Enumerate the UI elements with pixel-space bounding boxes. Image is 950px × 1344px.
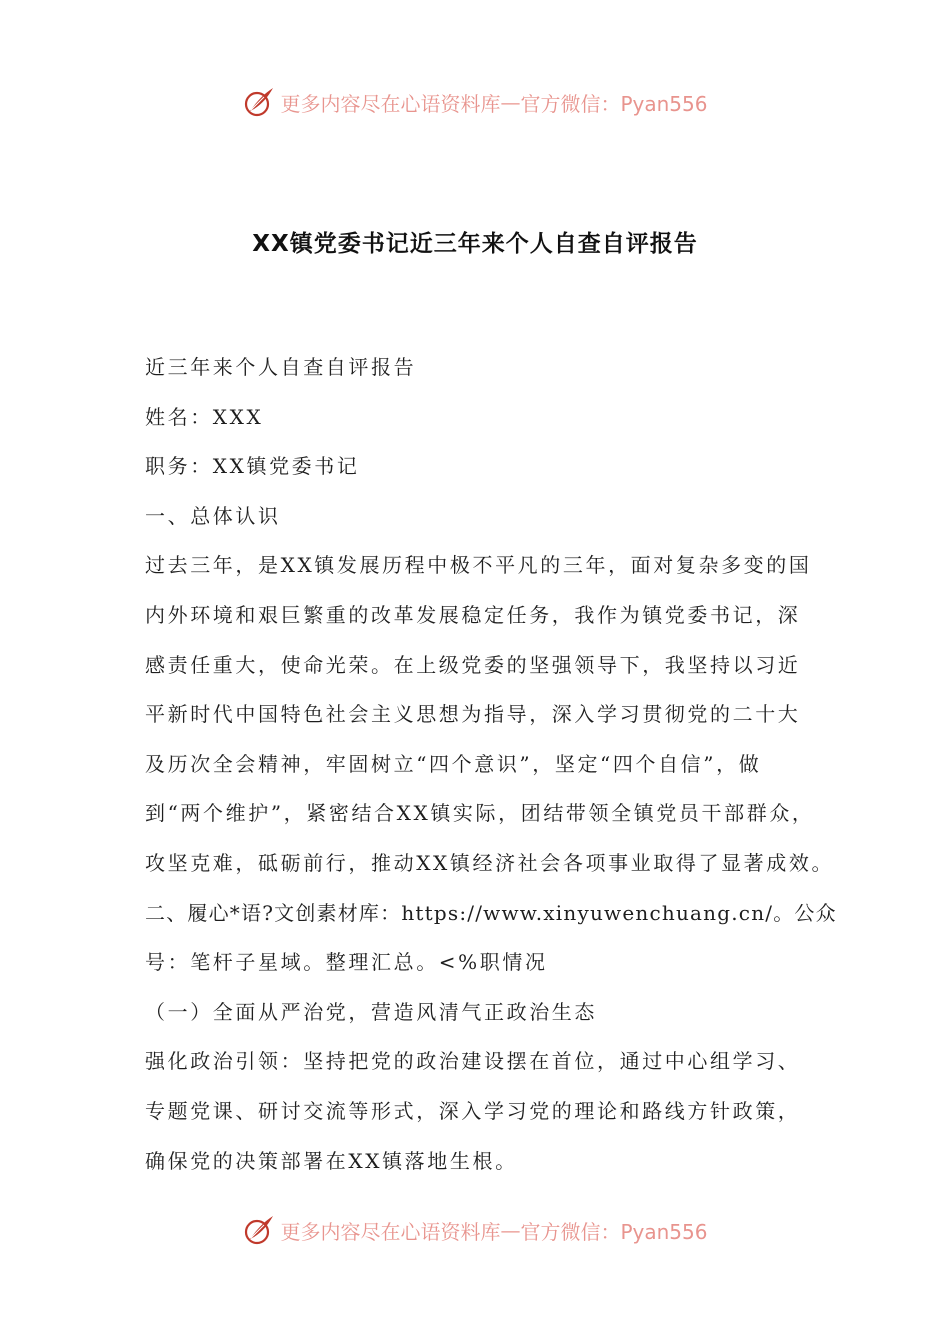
document-body — [145, 347, 837, 1190]
body-line: 攻坚克难，砥砺前行，推动XX镇经济社会各项事业取得了显著成效。 — [145, 850, 835, 875]
watermark-wechat: 官方微信：Pyan556 — [520, 91, 708, 116]
header-watermark — [0, 80, 950, 124]
body-line: 职务：XX镇党委书记 — [145, 454, 360, 479]
body-line: 近三年来个人自查自评报告 — [145, 355, 417, 379]
body-line: 姓名：XXX — [145, 404, 264, 429]
subsection-heading: （一）全面从严治党，营造风清气正政治生态 — [145, 999, 597, 1024]
watermark-text: 更多内容尽在心语资料库 — [280, 91, 501, 116]
body-line: 号：笔杆子星域。整理汇总。<%职情况 — [145, 950, 548, 975]
body-line: 强化政治引领：坚持把党的政治建设摆在首位，通过中心组学习、 — [145, 1049, 801, 1074]
body-line: 感责任重大，使命光荣。在上级党委的坚强领导下，我坚持以习近 — [145, 652, 801, 677]
feather-pen-circle-icon — [242, 1213, 276, 1247]
body-line: 内外环境和艰巨繁重的改革发展稳定任务，我作为镇党委书记，深 — [145, 602, 801, 627]
feather-pen-circle-icon — [242, 85, 276, 119]
watermark-wechat: 官方微信：Pyan556 — [520, 1219, 708, 1244]
body-line: 到“两个维护”，紧密结合XX镇实际，团结带领全镇党员干部群众， — [145, 801, 815, 826]
document-title: XX镇党委书记近三年来个人自查自评报告 — [252, 231, 698, 257]
watermark-text: 更多内容尽在心语资料库 — [280, 1219, 501, 1244]
body-line: 过去三年，是XX镇发展历程中极不平凡的三年，面对复杂多变的国 — [145, 553, 812, 578]
body-line: 专题党课、研讨交流等形式，深入学习党的理论和路线方针政策， — [145, 1098, 801, 1123]
footer-watermark — [0, 1208, 950, 1252]
watermark-dash: — — [500, 90, 521, 114]
section-heading: 一、总体认识 — [145, 503, 281, 528]
body-line: 平新时代中国特色社会主义思想为指导，深入学习贯彻党的二十大 — [145, 702, 801, 727]
body-line: 及历次全会精神，牢固树立“四个意识”，坚定“四个自信”，做 — [145, 751, 762, 776]
body-line: 确保党的决策部署在XX镇落地生根。 — [145, 1148, 518, 1173]
body-line: 二、履心*语?文创素材库：https://www.xinyuwenchuang.cn/。公众 — [145, 900, 837, 925]
watermark-dash: — — [500, 1218, 521, 1242]
